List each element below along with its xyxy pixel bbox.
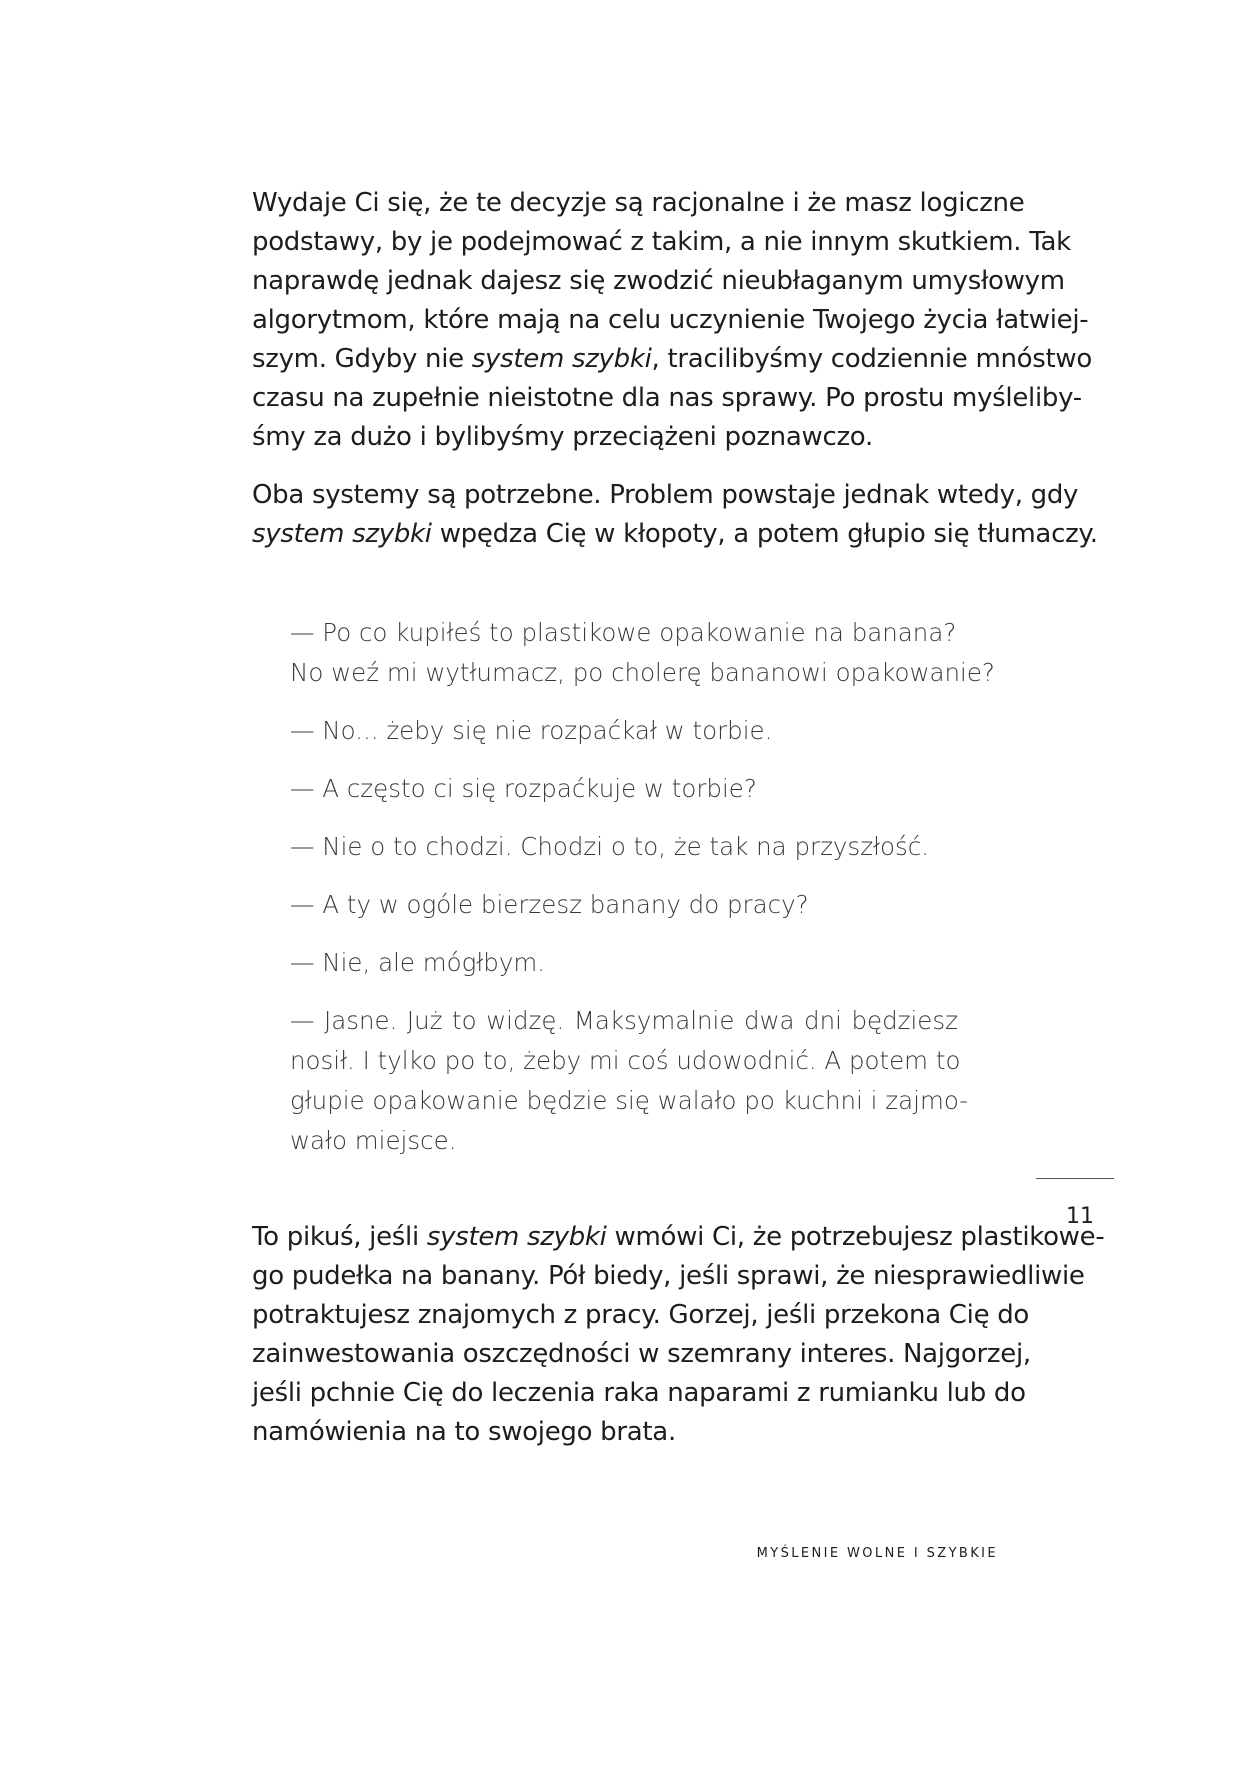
text-fragment: wmówi Ci, że potrzebujesz plastikowe- — [606, 1222, 1105, 1252]
text-fragment: , tracilibyśmy codziennie mnóstwo — [651, 344, 1092, 374]
text-line: go pudełka na banany. Pół biedy, jeśli sprawi, że niesprawiedliwie — [252, 1261, 1085, 1291]
text-line — [252, 515, 1098, 554]
dialogue-line: No weź mi wytłumacz, po cholerę bananowi opakowanie? — [290, 658, 995, 687]
paragraph-intro — [252, 184, 1092, 457]
text-line: czasu na zupełnie nieistotne dla nas sprawy. Po prostu myśleliby- — [252, 383, 1082, 413]
text-fragment: To pikuś, jeśli — [252, 1222, 427, 1252]
dialogue-line: nosił. I tylko po to, żeby mi coś udowodnić. A potem to — [290, 1046, 961, 1075]
dialogue-line: — Po co kupiłeś to plastikowe opakowanie na banana? — [290, 618, 957, 647]
text-line: podstawy, by je podejmować z takim, a nie innym skutkiem. Tak — [252, 227, 1071, 257]
term-emphasis: system szybki — [426, 1222, 607, 1252]
text-line — [252, 1218, 1105, 1257]
text-line — [252, 340, 1092, 379]
text-line: jeśli pchnie Cię do leczenia raka naparami z rumianku lub do — [252, 1378, 1026, 1408]
paragraph-examples — [252, 1218, 1105, 1452]
text-fragment: wpędza Cię w kłopoty, a potem głupio się tłumaczy. — [431, 519, 1098, 549]
text-line: Wydaje Ci się, że te decyzje są racjonalne i że masz logiczne — [252, 188, 1025, 218]
dialogue-line: — Nie, ale mógłbym. — [290, 948, 545, 977]
text-line: Oba systemy są potrzebne. Problem powstaje jednak wtedy, gdy — [252, 480, 1079, 510]
text-line: zainwestowania oszczędności w szemrany interes. Najgorzej, — [252, 1339, 1031, 1369]
text-line: potraktujesz znajomych z pracy. Gorzej, jeśli przekona Cię do — [252, 1300, 1030, 1330]
term-emphasis: system szybki — [471, 344, 652, 374]
dialogue-line: — A ty w ogóle bierzesz banany do pracy? — [290, 890, 809, 919]
dialogue-line: — A często ci się rozpaćkuje w torbie? — [290, 774, 757, 803]
dialogue-line: — No... żeby się nie rozpaćkał w torbie. — [290, 716, 773, 745]
text-fragment: szym. Gdyby nie — [252, 344, 472, 374]
dialogue-line: — Nie o to chodzi. Chodzi o to, że tak na przyszłość. — [290, 832, 930, 861]
dialogue-line: — Jasne. Już to widzę. Maksymalnie dwa dni będziesz — [290, 1006, 958, 1035]
page-number: 11 — [1066, 1204, 1094, 1229]
text-line: śmy za dużo i bylibyśmy przeciążeni poznawczo. — [252, 422, 873, 452]
running-footer-title: MYŚLENIE WOLNE I SZYBKIE — [756, 1546, 998, 1561]
text-line: algorytmom, które mają na celu uczynienie Twojego życia łatwiej- — [252, 305, 1089, 335]
text-line: namówienia na to swojego brata. — [252, 1417, 676, 1447]
paragraph-systems — [252, 476, 1098, 554]
dialogue-line: głupie opakowanie będzie się walało po kuchni i zajmo- — [290, 1086, 969, 1115]
text-line: naprawdę jednak dajesz się zwodzić nieubłaganym umysłowym — [252, 266, 1065, 296]
page-number-divider — [1036, 1178, 1114, 1179]
term-emphasis: system szybki — [252, 519, 432, 549]
dialogue-line: wało miejsce. — [290, 1126, 457, 1155]
